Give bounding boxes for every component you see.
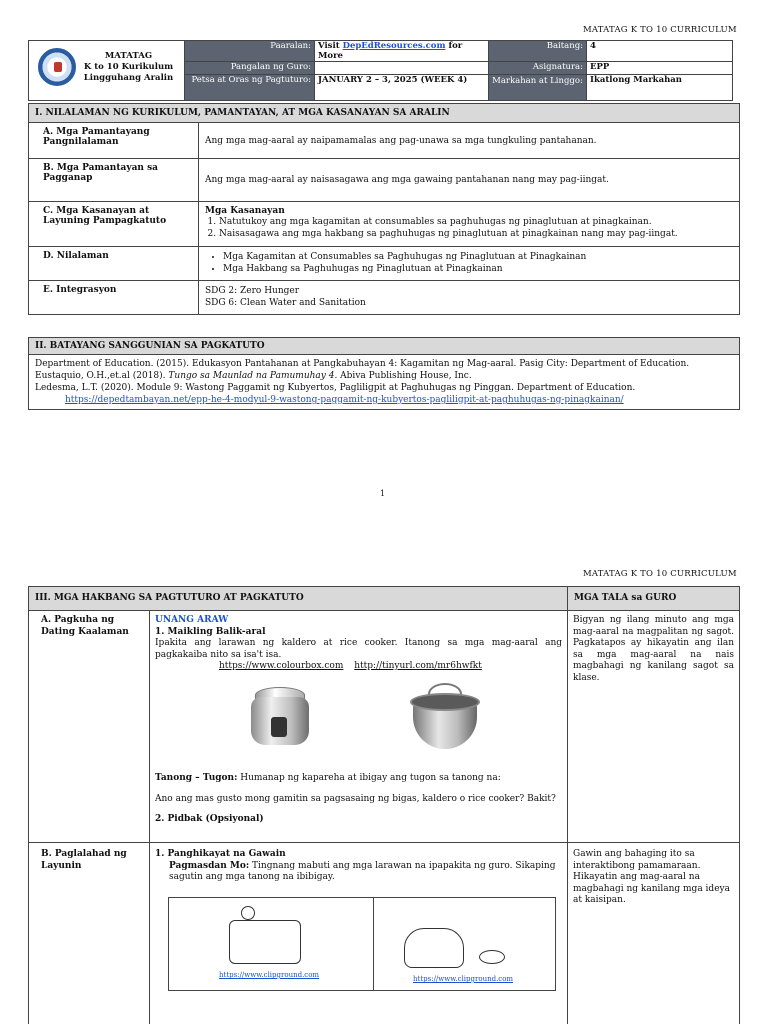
s1-val-c bbox=[199, 202, 740, 247]
s1-key-a: A. Mga Pamantayang Pangnilalaman bbox=[29, 123, 199, 159]
ref-3-link[interactable]: https://depedtambayan.net/epp-he-4-modyul-9-wastong-paggamit-ng-kubyertos-pagliligpit-at-paghuhugas-ng-pinagkainan/ bbox=[65, 395, 624, 405]
tinyurl-link[interactable]: http://tinyurl.com/mr6hwfkt bbox=[354, 661, 482, 671]
curriculum-label: MATATAG K TO 10 CURRICULUM bbox=[583, 25, 737, 35]
subject-value: EPP bbox=[587, 62, 733, 75]
clipground-link-1[interactable]: https://www.clipground.com bbox=[219, 971, 320, 979]
clipart-box bbox=[168, 897, 556, 991]
quarter-value: Ikatlong Markahan bbox=[587, 75, 733, 101]
teacher-value bbox=[315, 62, 489, 75]
tanong-question: Ano ang mas gusto mong gamitin sa pagsasaing ng bigas, kaldero o rice cooker? Bakit? bbox=[155, 793, 556, 804]
s3-content-b bbox=[150, 843, 568, 1024]
sdg-line-2: SDG 6: Clean Water and Sanitation bbox=[205, 298, 366, 308]
ref-1: Department of Education. (2015). Edukasyon Pantahanan at Pangkabuhayan 4: Kagamitan ng Mag-aaral. Pasig City: Department of Education. bbox=[35, 359, 690, 369]
deped-seal-icon bbox=[38, 48, 76, 86]
s1-val-e bbox=[199, 281, 740, 315]
deped-resources-link[interactable]: DepEdResources.com bbox=[342, 41, 446, 51]
section1-title: I. NILALAMAN NG KURIKULUM, PAMANTAYAN, AT MGA KASANAYAN SA ARALIN bbox=[29, 104, 740, 123]
ref-3: Ledesma, L.T. (2020). Module 9: Wastong Paggamit ng Kubyertos, Pagliligpit at Paghuhugas ng Pinggan. Department of Education. bbox=[35, 383, 636, 393]
school-value: Visit DepEdResources.com for More bbox=[315, 41, 489, 62]
section1-table bbox=[28, 103, 740, 315]
school-label: Paaralan: bbox=[185, 41, 315, 62]
nilalaman-item-1: • Mga Kagamitan at Consumables sa Paghuhugas ng Pinaglutuan at Pinagkainan bbox=[223, 251, 733, 263]
faucet-image bbox=[241, 906, 255, 920]
s3-content-a bbox=[150, 611, 568, 843]
section2-table bbox=[28, 337, 740, 410]
nilalaman-item-2: • Mga Hakbang sa Paghuhugas ng Pinaglutuan at Pinagkainan bbox=[223, 263, 733, 275]
s1-key-b: B. Mga Pamantayan sa Pagganap bbox=[29, 159, 199, 202]
balik-aral-text: Ipakita ang larawan ng kaldero at rice cooker. Itanong sa mga mag-aaral ang pagkakaiba nito sa isa't isa. bbox=[155, 638, 562, 660]
s1-val-d bbox=[199, 247, 740, 281]
quarter-label: Markahan at Linggo: bbox=[489, 75, 587, 101]
teacher-label: Pangalan ng Guro: bbox=[185, 62, 315, 75]
clipground-link-2[interactable]: https://www.clipground.com bbox=[413, 975, 514, 983]
s3-key-b: B. Paglalahad ng Layunin bbox=[29, 843, 150, 1024]
grade-value: 4 bbox=[587, 41, 733, 62]
pidbak-heading: 2. Pidbak (Opsiyonal) bbox=[155, 814, 264, 824]
balik-aral-heading: 1. Maikling Balik-aral bbox=[155, 626, 266, 637]
plates-image bbox=[479, 950, 505, 964]
panghikayat-heading: 1. Panghikayat na Gawain bbox=[155, 849, 286, 859]
grade-label: Baitang: bbox=[489, 41, 587, 62]
kasanayan-item-1: 1. Natutukoy ang mga kagamitan at consumables sa paghuhugas ng pinaglutuan at pinagkainan. bbox=[219, 216, 733, 228]
kaldero-image bbox=[406, 683, 484, 753]
ref-2: Eustaquio, O.H.,et.al (2018). Tungo sa Maunlad na Pamumuhay 4. Abiva Publishing House, Inc. bbox=[35, 371, 472, 381]
org-line1: MATATAG bbox=[104, 50, 153, 61]
s1-val-a: Ang mga mag-aaral ay naipamamalas ang pag-unawa sa mga tungkuling pantahanan. bbox=[199, 123, 740, 159]
s1-key-c: C. Mga Kasanayan at Layuning Pampagkatuto bbox=[29, 202, 199, 247]
date-value: JANUARY 2 – 3, 2025 (WEEK 4) bbox=[315, 75, 489, 101]
header-table bbox=[28, 40, 733, 101]
s1-key-d: D. Nilalaman bbox=[29, 247, 199, 281]
kasanayan-heading: Mga Kasanayan bbox=[205, 206, 285, 216]
tanong-tugon: Tanong – Tugon: Humanap ng kapareha at ibigay ang tugon sa tanong na: bbox=[155, 773, 501, 783]
s3-note-a: Bigyan ng ilang minuto ang mga mag-aaral na magpalitan ng sagot. Pagkatapos ay hikayatin ang ilan sa mga mag-aaral na nais magbahagi ng kanilang sagot sa klase. bbox=[568, 611, 740, 843]
org-line3: Lingguhang Aralin bbox=[83, 72, 174, 83]
washing-dishes-image bbox=[404, 928, 464, 968]
section3-title: III. MGA HAKBANG SA PAGTUTURO AT PAGKATUTO bbox=[29, 587, 568, 611]
s3-note-b: Gawin ang bahaging ito sa interaktibong pamamaraan. Hikayatin ang mag-aaral na magbahagi ng kanilang mga ideya at kaisipan. bbox=[568, 843, 740, 1024]
page-number: 1 bbox=[380, 489, 386, 498]
section3-table bbox=[28, 586, 740, 1024]
curriculum-label-2: MATATAG K TO 10 CURRICULUM bbox=[583, 569, 737, 579]
kasanayan-item-2: 2. Naisasagawa ang mga hakbang sa paghuhugas ng pinaglutuan at pinagkainan nang may pag-iingat. bbox=[219, 228, 733, 240]
notes-title: MGA TALA sa GURO bbox=[568, 587, 740, 611]
s3-key-a: A. Pagkuha ng Dating Kaalaman bbox=[29, 611, 150, 843]
references-cell bbox=[29, 355, 740, 410]
s1-val-b: Ang mga mag-aaral ay naisasagawa ang mga gawaing pantahanan nang may pag-iingat. bbox=[199, 159, 740, 202]
org-cell bbox=[29, 41, 185, 101]
sdg-line-1: SDG 2: Zero Hunger bbox=[205, 286, 300, 296]
org-line2: K to 10 Kurikulum bbox=[83, 61, 174, 72]
colourbox-link[interactable]: https://www.colourbox.com bbox=[219, 661, 344, 671]
section2-title: II. BATAYANG SANGGUNIAN SA PAGKATUTO bbox=[29, 338, 740, 355]
dish-rack-image bbox=[229, 920, 301, 964]
s1-key-e: E. Integrasyon bbox=[29, 281, 199, 315]
unang-araw: UNANG ARAW bbox=[155, 615, 229, 625]
pagmasdan-text: Pagmasdan Mo: Tingnang mabuti ang mga larawan na ipapakita ng guro. Sikaping sagutin ang mga tanong na ibibigay. bbox=[169, 860, 556, 882]
subject-label: Asignatura: bbox=[489, 62, 587, 75]
rice-cooker-image bbox=[245, 683, 315, 751]
date-label: Petsa at Oras ng Pagtuturo: bbox=[185, 75, 315, 101]
